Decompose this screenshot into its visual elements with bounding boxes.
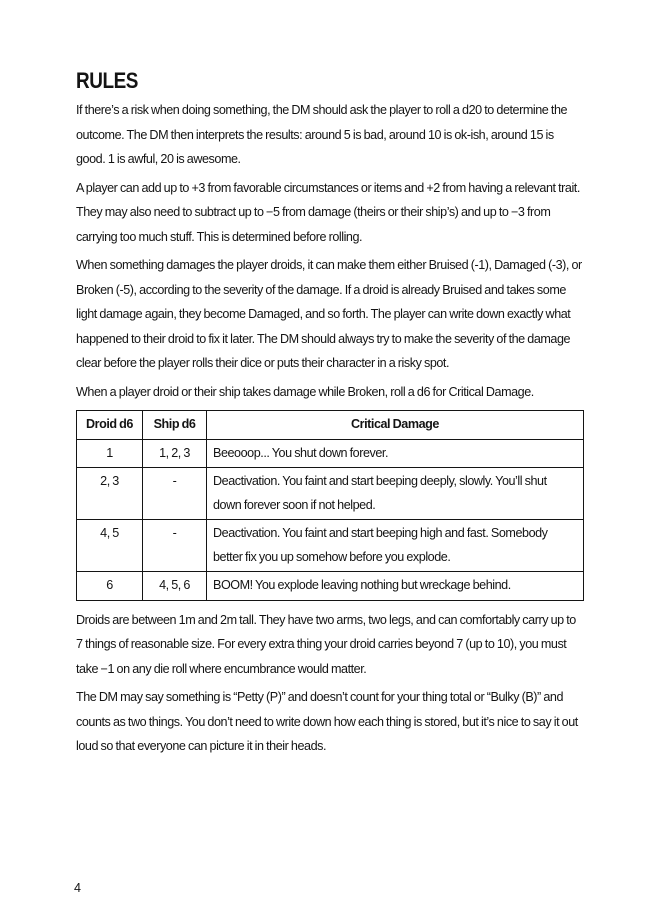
- table-row: [77, 520, 584, 572]
- header-critical-damage: Critical Damage: [207, 411, 584, 440]
- cell-droid-d6: 1: [77, 439, 143, 468]
- table-row: [77, 439, 584, 468]
- table-row: [77, 468, 584, 520]
- cell-ship-d6: -: [143, 468, 207, 520]
- cell-ship-d6: 1, 2, 3: [143, 439, 207, 468]
- cell-droid-d6: 2, 3: [77, 468, 143, 520]
- cell-critical-damage: BOOM! You explode leaving nothing but wreckage behind.: [207, 572, 584, 601]
- paragraph-damage: When something damages the player droids, it can make them either Bruised (-1), Damaged (-3), or Broken (-5), according to the severity of the damage. If a droid is already Bruised and takes some light damage again, they become Damaged, and so forth. The player can write down exactly what happened to their droid to fix it later. The DM should always try to make the severity of the damage clear before the player rolls their dice or puts their character in a risky spot.: [76, 258, 582, 370]
- header-ship-d6: Ship d6: [143, 411, 207, 440]
- cell-critical-damage: Beeooop... You shut down forever.: [207, 439, 584, 468]
- paragraph-petty-bulky: The DM may say something is “Petty (P)” and doesn’t count for your thing total or “Bulky (B)” and counts as two things. You don’t need to write down how each thing is stored, but it’s nice to say it out loud so that everyone can picture it in their heads.: [76, 690, 578, 753]
- cell-droid-d6: 4, 5: [77, 520, 143, 572]
- page-number: 4: [74, 881, 82, 895]
- header-droid-d6: Droid d6: [77, 411, 143, 440]
- cell-droid-d6: 6: [77, 572, 143, 601]
- cell-ship-d6: 4, 5, 6: [143, 572, 207, 601]
- page-content: [76, 66, 584, 763]
- table-header-row: [77, 411, 584, 440]
- section-heading: RULES: [76, 68, 138, 93]
- paragraph-risk-roll: If there’s a risk when doing something, the DM should ask the player to roll a d20 to determine the outcome. The DM then interprets the results: around 5 is bad, around 10 is ok-ish, around 15 is good. 1 is awful, 20 is awesome.: [76, 103, 568, 166]
- cell-critical-damage: Deactivation. You faint and start beeping high and fast. Somebody better fix you up somehow before you explode.: [207, 520, 584, 572]
- paragraph-critical-intro: When a player droid or their ship takes damage while Broken, roll a d6 for Critical Damage.: [76, 384, 534, 399]
- paragraph-droid-size: Droids are between 1m and 2m tall. They have two arms, two legs, and can comfortably carry up to 7 things of reasonable size. For every extra thing your droid carries beyond 7 (up to 10), you must take −1 on any die roll where encumbrance would matter.: [76, 612, 576, 676]
- critical-damage-table: [76, 410, 584, 601]
- cell-ship-d6: -: [143, 520, 207, 572]
- cell-critical-damage: Deactivation. You faint and start beeping deeply, slowly. You’ll shut down forever soon if not helped.: [207, 468, 584, 520]
- paragraph-modifiers: A player can add up to +3 from favorable circumstances or items and +2 from having a relevant trait. They may also need to subtract up to −5 from damage (theirs or their ship’s) and up to −3 from carrying too much stuff. This is determined before rolling.: [76, 180, 580, 244]
- table-row: [77, 572, 584, 601]
